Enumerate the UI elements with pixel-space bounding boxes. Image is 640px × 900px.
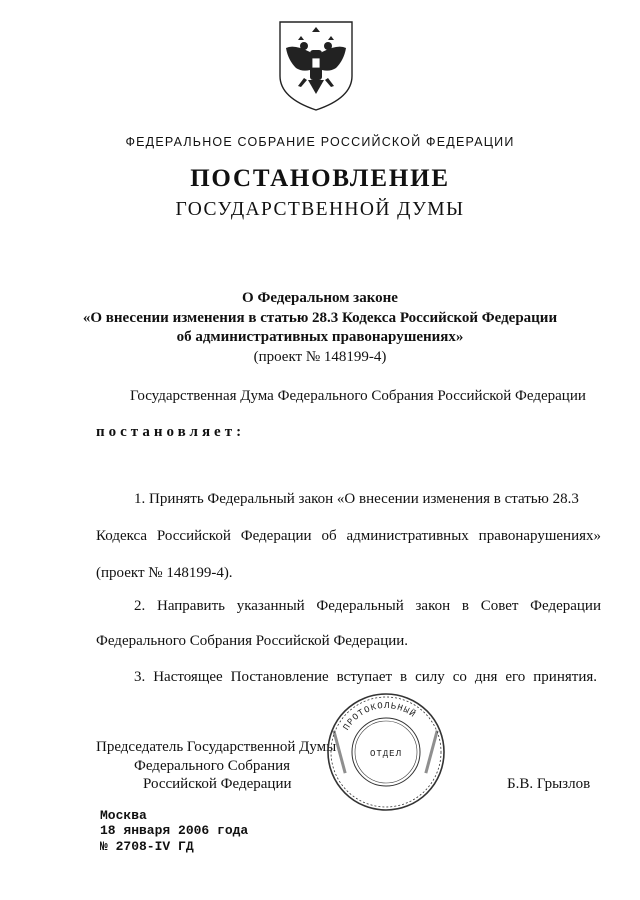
signature-title-line-3: Российской Федерации <box>143 776 292 792</box>
preamble: Государственная Дума Федерального Собрания Российской Федерации <box>130 388 586 404</box>
project-number: (проект № 148199-4) <box>253 349 387 365</box>
subject-line-2: «О внесении изменения в статью 28.3 Кодекса Российской Федерации <box>82 310 558 326</box>
item-1-line-2: Кодекса Российской Федерации об административных правонарушениях» <box>96 528 601 544</box>
item-3-line-1: 3. Настоящее Постановление вступает в силу со дня его принятия. <box>134 669 597 685</box>
round-seal-stamp-icon <box>324 690 448 814</box>
double-headed-eagle-emblem-icon <box>274 18 358 112</box>
item-2-line-1: 2. Направить указанный Федеральный закон в Совет Федерации <box>134 598 601 614</box>
date: 18 января 2006 года <box>100 823 249 838</box>
document-subtitle: ГОСУДАРСТВЕННОЙ ДУМЫ <box>175 199 465 220</box>
signature-title-line-2: Федерального Собрания <box>134 758 291 774</box>
resolves-word: постановляет: <box>96 424 246 440</box>
subject-line-1: О Федеральном законе <box>242 290 398 306</box>
item-1-line-3: (проект № 148199-4). <box>96 565 233 581</box>
registration-number: № 2708-IV ГД <box>100 839 194 854</box>
item-1-line-1: 1. Принять Федеральный закон «О внесении изменения в статью 28.3 <box>134 491 579 507</box>
city: Москва <box>100 808 147 823</box>
item-2-line-2: Федерального Собрания Российской Федерации. <box>96 633 409 649</box>
stamp-center-text: ОТДЕЛ <box>369 749 403 759</box>
stamp-ring-text: ПРОТОКОЛЬНЫЙ <box>341 700 418 733</box>
subject-line-3: об административных правонарушениях» <box>176 329 464 345</box>
document-title: ПОСТАНОВЛЕНИЕ <box>190 165 450 192</box>
signer-name: Б.В. Грызлов <box>507 776 591 792</box>
signature-title-line-1: Председатель Государственной Думы <box>96 739 337 755</box>
svg-text:ПРОТОКОЛЬНЫЙ <box>341 701 418 732</box>
assembly-heading: ФЕДЕРАЛЬНОЕ СОБРАНИЕ РОССИЙСКОЙ ФЕДЕРАЦИИ <box>125 135 515 149</box>
